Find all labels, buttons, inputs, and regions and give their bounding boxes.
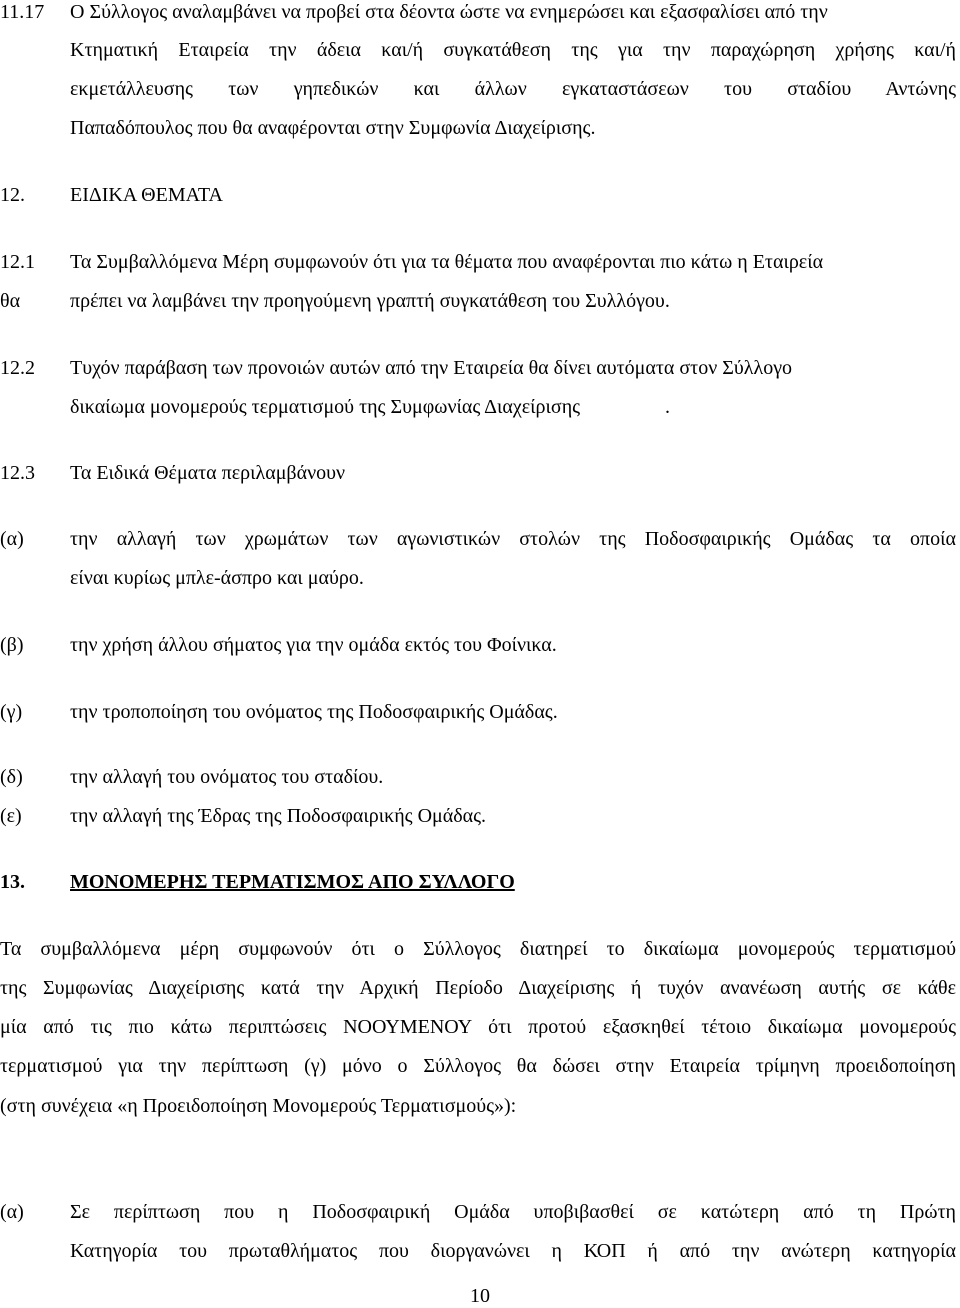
item-b-text: την χρήση άλλου σήματος για την ομάδα εκτός του Φοίνικα.: [70, 634, 557, 656]
item-label-b: (β): [0, 634, 24, 656]
section-13-line-2: της Συμφωνίας Διαχείρισης κατά την Αρχική Περίοδο Διαχείρισης ή τυχόν ανανέωση αυτής σε κάθε: [0, 977, 956, 999]
item-label-d: (δ): [0, 766, 23, 788]
section-13-line-1: Τα συμβαλλόμενα μέρη συμφωνούν ότι ο Σύλλογος διατηρεί το δικαίωμα μονομερούς τερματισμού: [0, 938, 956, 960]
clause-12-2-line-1: Τυχόν παράβαση των προνοιών αυτών από την Εταιρεία θα δίνει αυτόματα στον Σύλλογο: [70, 357, 793, 379]
clause-number-12-3: 12.3: [0, 462, 35, 484]
section-13-line-3: μία από τις πιο κάτω περιπτώσεις ΝΟΟΥΜΕΝΟΥ ότι προτού εξασκηθεί τέτοιο δικαίωμα μονομερούς: [0, 1016, 956, 1038]
item-label-a: (α): [0, 528, 24, 550]
section-title-12: ΕΙΔΙΚΑ ΘΕΜΑΤΑ: [70, 184, 223, 206]
section-number-12: 12.: [0, 184, 25, 206]
clause-12-1-line-2: πρέπει να λαμβάνει την προηγούμενη γραπτή συγκατάθεση του Συλλόγου.: [70, 290, 670, 312]
item13-a-line-2: Κατηγορία του πρωταθλήματος που διοργανώνει η ΚΟΠ ή από την ανώτερη κατηγορία: [70, 1240, 956, 1262]
clause-12-2-line-2: δικαίωμα μονομερούς τερματισμού της Συμφωνίας Διαχείρισης: [70, 396, 581, 418]
clause-11-17-line-3: εκμετάλλευσης των γηπεδικών και άλλων εγκαταστάσεων του σταδίου Αντώνης: [70, 78, 956, 100]
clause-number-12-1: 12.1: [0, 251, 35, 273]
clause-number-12-2: 12.2: [0, 357, 35, 379]
clause-number-11-17: 11.17: [0, 1, 45, 23]
item-c-text: την τροποποίηση του ονόματος της Ποδοσφαιρικής Ομάδας.: [70, 701, 558, 723]
section-title-13: ΜΟΝΟΜΕΡΗΣ ΤΕΡΜΑΤΙΣΜΟΣ ΑΠΟ ΣΥΛΛΟΓΟ: [70, 871, 515, 893]
section-13-line-4: τερματισμού για την περίπτωση (γ) μόνο ο Σύλλογος θα δώσει στην Εταιρεία τρίμηνη προειδοποίηση: [0, 1055, 956, 1077]
clause-12-1-line-1: Τα Συμβαλλόμενα Μέρη συμφωνούν ότι για τα θέματα που αναφέρονται πιο κάτω η Εταιρεία: [70, 251, 824, 273]
section-number-13: 13.: [0, 871, 25, 893]
clause-11-17-line-4: Παπαδόπουλος που θα αναφέρονται στην Συμφωνία Διαχείρισης.: [70, 117, 596, 139]
item13-label-a: (α): [0, 1201, 24, 1223]
item-a-line-1: την αλλαγή των χρωμάτων των αγωνιστικών στολών της Ποδοσφαιρικής Ομάδας τα οποία: [70, 528, 956, 550]
section-13-line-5: (στη συνέχεια «η Προειδοποίηση Μονομερούς Τερματισμούς»):: [0, 1095, 517, 1117]
item-d-text: την αλλαγή του ονόματος του σταδίου.: [70, 766, 384, 788]
item-label-c: (γ): [0, 701, 23, 723]
clause-11-17-line-2: Κτηματική Εταιρεία την άδεια και/ή συγκατάθεση της για την παραχώρηση χρήσης και/ή: [70, 39, 956, 61]
item-label-e: (ε): [0, 805, 22, 827]
item-e-text: την αλλαγή της Έδρας της Ποδοσφαιρικής Ομάδας.: [70, 805, 487, 827]
item13-a-line-1: Σε περίπτωση που η Ποδοσφαιρική Ομάδα υποβιβασθεί σε κατώτερη από τη Πρώτη: [70, 1201, 956, 1223]
clause-12-1-side-word: θα: [0, 290, 21, 312]
clause-11-17-line-1: Ο Σύλλογος αναλαμβάνει να προβεί στα δέοντα ώστε να ενημερώσει και εξασφαλίσει από την: [70, 1, 828, 23]
item-a-line-2: είναι κυρίως μπλε-άσπρο και μαύρο.: [70, 567, 364, 589]
page-number: 10: [470, 1285, 490, 1307]
clause-12-2-trailing-dot: .: [665, 396, 670, 418]
clause-12-3-text: Τα Ειδικά Θέματα περιλαμβάνουν: [70, 462, 346, 484]
